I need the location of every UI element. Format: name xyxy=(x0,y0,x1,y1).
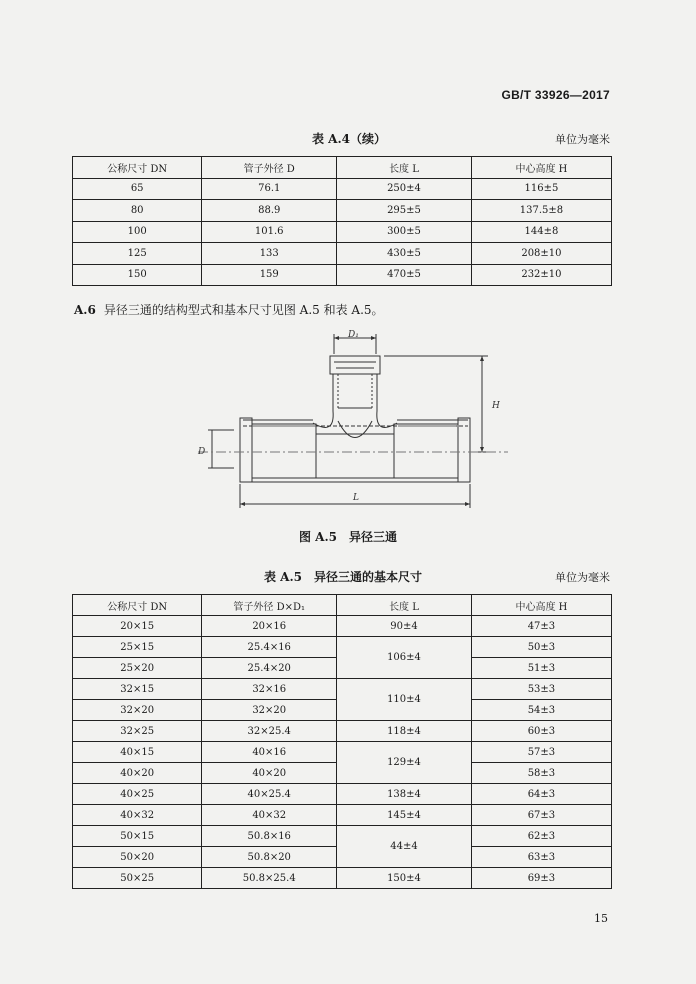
table-cell: 101.6 xyxy=(202,221,337,243)
table-cell: 50.8×25.4 xyxy=(202,868,337,889)
table-cell: 137.5±8 xyxy=(471,200,611,222)
table-cell: 25×20 xyxy=(73,658,202,679)
col-header-length: 长度 L xyxy=(337,157,472,179)
table-cell: 47±3 xyxy=(471,616,611,637)
table-row xyxy=(73,742,612,763)
table-cell: 40×25 xyxy=(73,784,202,805)
table-cell: 40×20 xyxy=(73,763,202,784)
table-row xyxy=(73,264,612,286)
label-l: L xyxy=(353,493,359,503)
table-a5-caption: 表 A.5 异径三通的基本尺寸 xyxy=(264,570,423,584)
col-header-dn: 公称尺寸 DN xyxy=(73,157,202,179)
table-cell: 76.1 xyxy=(202,178,337,200)
table-cell: 159 xyxy=(202,264,337,286)
table-cell: 50×20 xyxy=(73,847,202,868)
table-cell: 51±3 xyxy=(471,658,611,679)
table-cell: 50±3 xyxy=(471,637,611,658)
section-text: 异径三通的结构型式和基本尺寸见图 A.5 和表 A.5。 xyxy=(103,303,384,317)
table-cell: 125 xyxy=(73,243,202,265)
table-cell: 110±4 xyxy=(337,679,472,721)
page-number: 15 xyxy=(594,912,608,925)
table-cell: 40×20 xyxy=(202,763,337,784)
table-row xyxy=(73,616,612,637)
table-cell: 32×20 xyxy=(73,700,202,721)
table-cell: 50.8×20 xyxy=(202,847,337,868)
label-d: D xyxy=(198,447,206,457)
table-cell: 44±4 xyxy=(337,826,472,868)
table-row xyxy=(73,637,612,658)
table-cell: 54±3 xyxy=(471,700,611,721)
table-row xyxy=(73,784,612,805)
table-cell: 430±5 xyxy=(337,243,472,265)
table-row xyxy=(73,243,612,265)
table-cell: 250±4 xyxy=(337,178,472,200)
figure-a5-caption: 图 A.5 异径三通 xyxy=(298,530,398,544)
table-cell: 40×32 xyxy=(73,805,202,826)
table-cell: 62±3 xyxy=(471,826,611,847)
table-cell: 67±3 xyxy=(471,805,611,826)
table-row xyxy=(73,721,612,742)
table-cell: 470±5 xyxy=(337,264,472,286)
table-cell: 150±4 xyxy=(337,868,472,889)
table-cell: 40×16 xyxy=(202,742,337,763)
table-a4-unit: 单位为毫米 xyxy=(555,133,610,146)
table-cell: 69±3 xyxy=(471,868,611,889)
table-cell: 88.9 xyxy=(202,200,337,222)
table-cell: 65 xyxy=(73,178,202,200)
table-cell: 50.8×16 xyxy=(202,826,337,847)
table-cell: 100 xyxy=(73,221,202,243)
table-cell: 20×16 xyxy=(202,616,337,637)
table-row xyxy=(73,868,612,889)
section-number: A.6 xyxy=(74,303,96,317)
table-a5 xyxy=(72,594,612,889)
label-h: H xyxy=(492,401,500,411)
table-header-row xyxy=(73,595,612,616)
table-cell: 50×25 xyxy=(73,868,202,889)
table-a4 xyxy=(72,156,612,286)
table-cell: 118±4 xyxy=(337,721,472,742)
table-cell: 90±4 xyxy=(337,616,472,637)
table-cell: 80 xyxy=(73,200,202,222)
table-cell: 25×15 xyxy=(73,637,202,658)
table-row xyxy=(73,178,612,200)
table-cell: 138±4 xyxy=(337,784,472,805)
table-cell: 32×25 xyxy=(73,721,202,742)
table-cell: 60±3 xyxy=(471,721,611,742)
table-a4-caption: 表 A.4（续） xyxy=(312,132,387,146)
table-a5-unit: 单位为毫米 xyxy=(555,571,610,584)
table-cell: 116±5 xyxy=(471,178,611,200)
col-header-center-height: 中心高度 H xyxy=(471,595,611,616)
table-header-row xyxy=(73,157,612,179)
label-d1: D₁ xyxy=(348,330,359,340)
table-cell: 25.4×20 xyxy=(202,658,337,679)
table-cell: 300±5 xyxy=(337,221,472,243)
table-cell: 40×15 xyxy=(73,742,202,763)
table-row xyxy=(73,826,612,847)
table-cell: 295±5 xyxy=(337,200,472,222)
section-a6-paragraph xyxy=(74,301,384,318)
table-cell: 32×20 xyxy=(202,700,337,721)
table-cell: 32×25.4 xyxy=(202,721,337,742)
table-cell: 144±8 xyxy=(471,221,611,243)
table-cell: 58±3 xyxy=(471,763,611,784)
table-cell: 133 xyxy=(202,243,337,265)
col-header-outer-diameter: 管子外径 D xyxy=(202,157,337,179)
table-row xyxy=(73,200,612,222)
table-cell: 20×15 xyxy=(73,616,202,637)
table-cell: 129±4 xyxy=(337,742,472,784)
table-cell: 232±10 xyxy=(471,264,611,286)
col-header-dn: 公称尺寸 DN xyxy=(73,595,202,616)
table-row xyxy=(73,221,612,243)
table-cell: 145±4 xyxy=(337,805,472,826)
table-cell: 208±10 xyxy=(471,243,611,265)
table-cell: 40×25.4 xyxy=(202,784,337,805)
table-row xyxy=(73,679,612,700)
table-cell: 64±3 xyxy=(471,784,611,805)
table-cell: 25.4×16 xyxy=(202,637,337,658)
col-header-outer-diameter: 管子外径 D×D₁ xyxy=(202,595,337,616)
col-header-length: 长度 L xyxy=(337,595,472,616)
reducing-tee-drawing xyxy=(188,326,508,518)
standard-number: GB/T 33926—2017 xyxy=(501,88,610,102)
table-cell: 32×16 xyxy=(202,679,337,700)
table-cell: 57±3 xyxy=(471,742,611,763)
table-cell: 53±3 xyxy=(471,679,611,700)
table-cell: 50×15 xyxy=(73,826,202,847)
col-header-center-height: 中心高度 H xyxy=(471,157,611,179)
table-cell: 32×15 xyxy=(73,679,202,700)
table-cell: 106±4 xyxy=(337,637,472,679)
table-row xyxy=(73,805,612,826)
table-cell: 150 xyxy=(73,264,202,286)
table-cell: 63±3 xyxy=(471,847,611,868)
table-cell: 40×32 xyxy=(202,805,337,826)
